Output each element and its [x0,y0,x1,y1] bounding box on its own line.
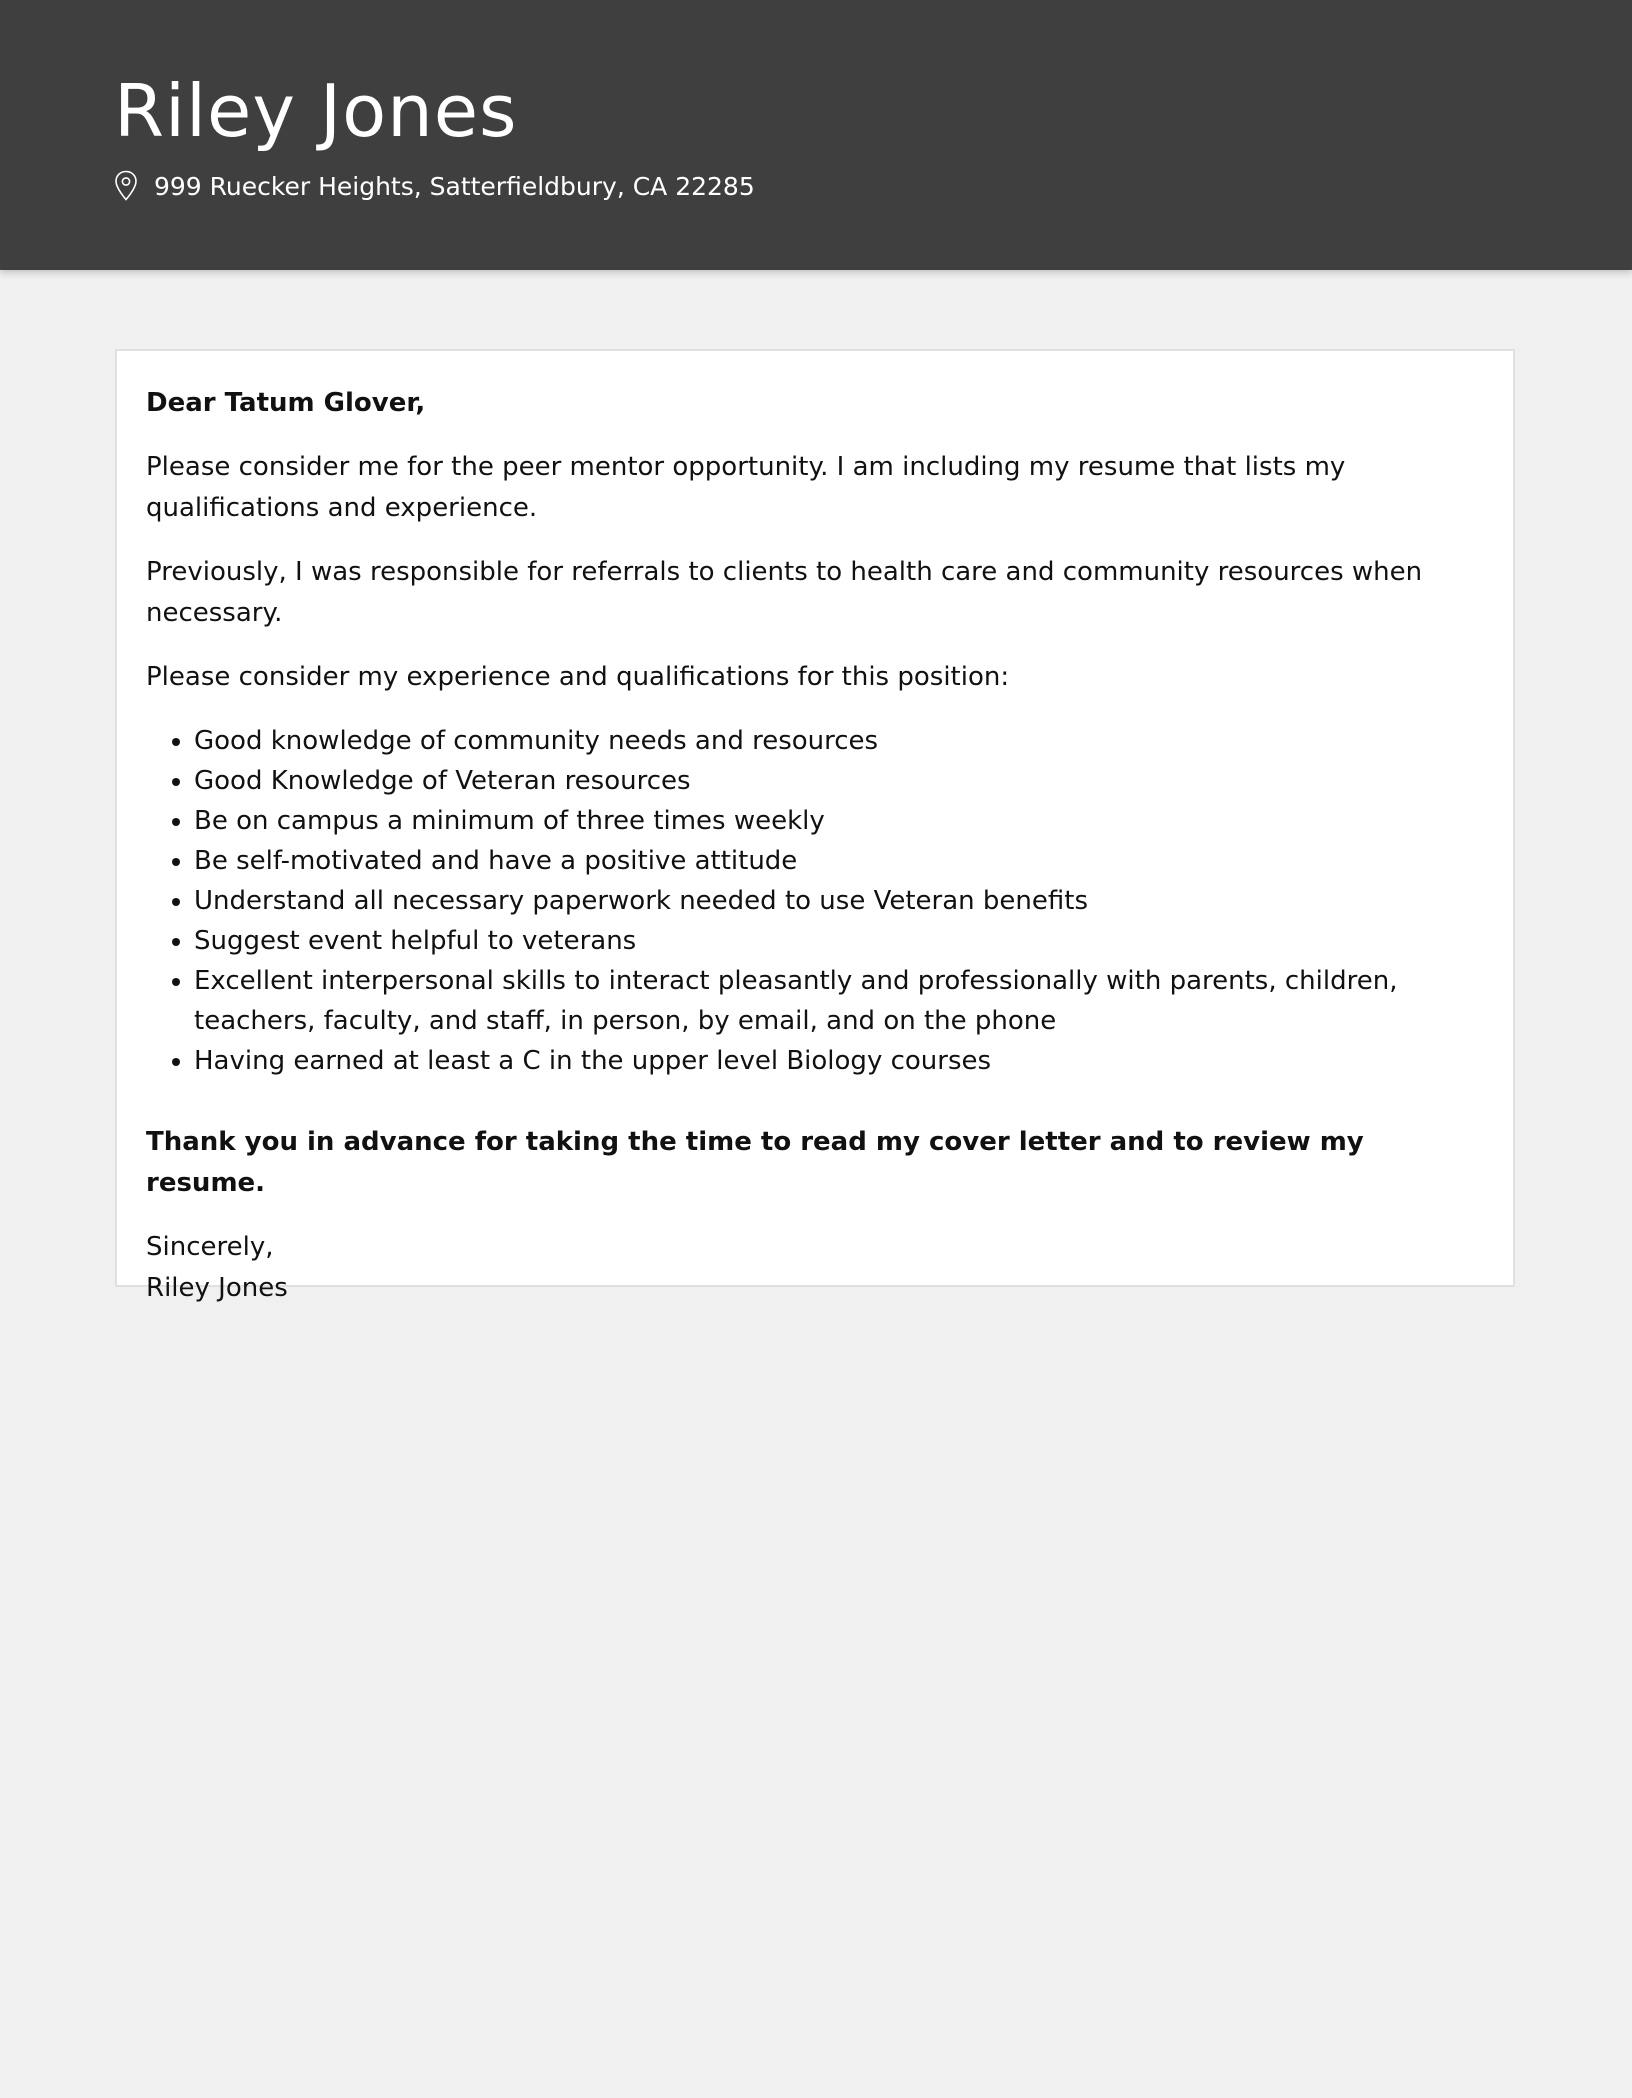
experience-paragraph: Previously, I was responsible for referrals to clients to health care and community resources when necessary. [146,557,1423,628]
list-item: • Be self-motivated and have a positive attitude [194,841,1484,881]
header [0,0,1632,270]
signoff: Sincerely, [146,1232,274,1262]
intro-paragraph: Please consider me for the peer mentor opportunity. I am including my resume that lists my qualifications and experience. [146,452,1346,523]
map-pin-icon [114,170,138,202]
address: 999 Ruecker Heights, Satterfieldbury, CA 22285 [154,171,755,201]
closing-statement: Thank you in advance for taking the time to read my cover letter and to review my resume. [146,1127,1364,1198]
salutation: Dear Tatum Glover, [146,388,426,418]
cover-letter [115,349,1515,1303]
list-item: • Good knowledge of community needs and resources [194,721,1484,761]
signature: Riley Jones [146,1273,288,1303]
qualifications-intro: Please consider my experience and qualifications for this position: [146,662,1010,692]
applicant-name: Riley Jones [114,69,518,153]
address-row [114,166,755,206]
list-item: • Be on campus a minimum of three times weekly [194,801,1484,841]
list-item: • Excellent interpersonal skills to interact pleasantly and professionally with parents, children, teachers, faculty, and staff, in person, by email, and on the phone [194,961,1484,1041]
list-item: • Suggest event helpful to veterans [194,921,1484,961]
list-item: • Good Knowledge of Veteran resources [194,761,1484,801]
list-item: • Having earned at least a C in the upper level Biology courses [194,1041,1484,1081]
qualifications-list [146,721,1484,1081]
list-item: • Understand all necessary paperwork needed to use Veteran benefits [194,881,1484,921]
